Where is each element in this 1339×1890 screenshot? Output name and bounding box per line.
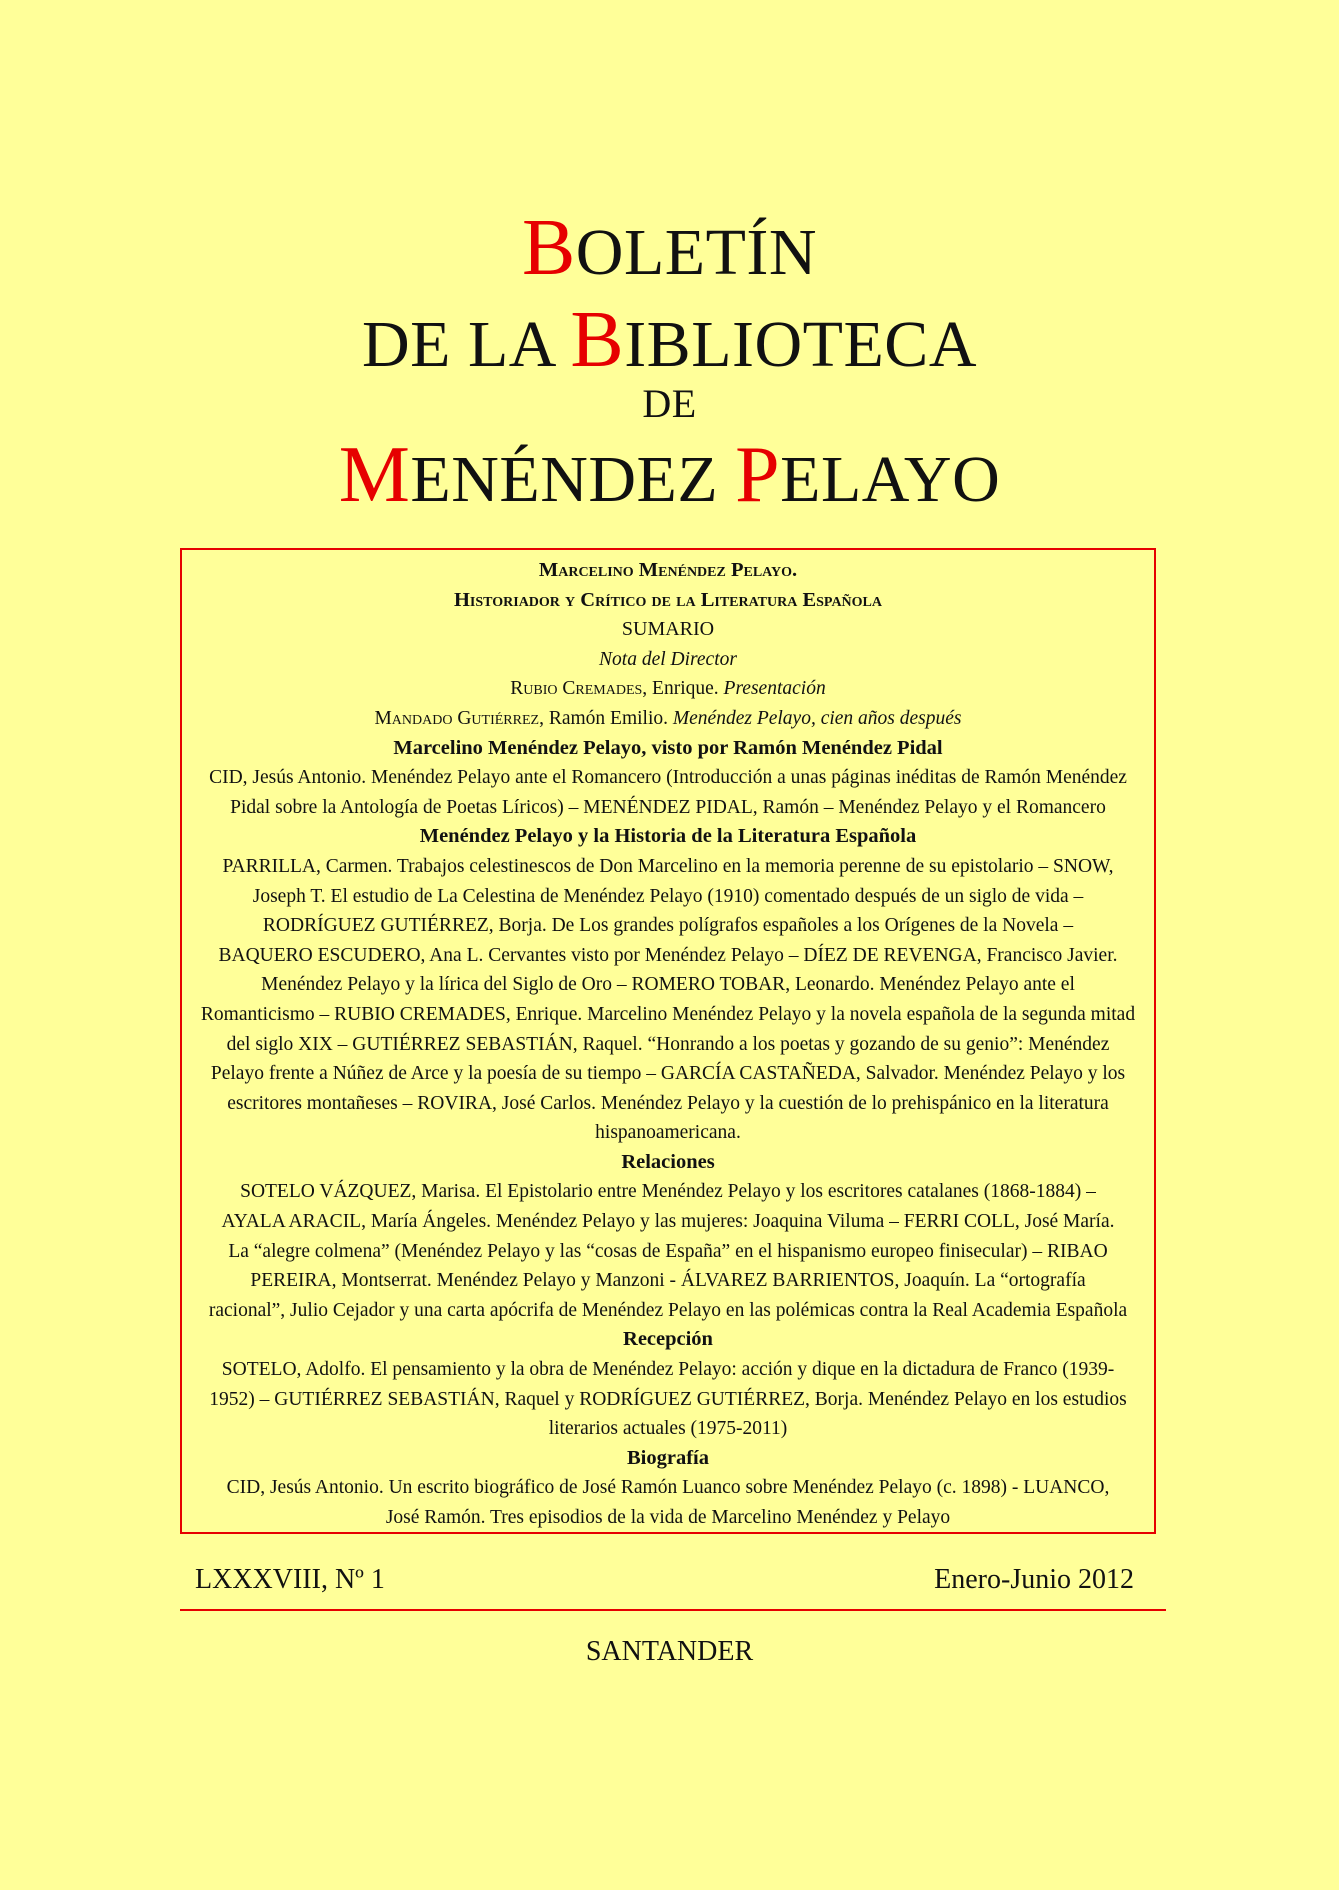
issue-footer	[195, 1566, 1134, 1594]
volume-number: LXXXVIII, Nº 1	[195, 1564, 385, 1595]
entry-title: Nota del Director	[599, 648, 737, 670]
title-pre: DE LA	[362, 308, 571, 381]
contents-line: Pelayo frente a Núñez de Arce y la poesía de su tiempo – GARCÍA CASTAÑEDA, Salvador. Menéndez Pelayo y los	[210, 1063, 1126, 1085]
contents-line: del siglo XIX – GUTIÉRREZ SEBASTIÁN, Raquel. “Honrando a los poetas y gozando de su genio”: Menéndez	[226, 1033, 1110, 1055]
title-cap-p: P	[735, 431, 781, 519]
contents-box	[180, 548, 1156, 1534]
contents-line: La “alegre colmena” (Menéndez Pelayo y las “cosas de España” en el hispanismo europeo finisecular) – RIBAO	[228, 1240, 1108, 1262]
contents-line: SOTELO VÁZQUEZ, Marisa. El Epistolario entre Menéndez Pelayo y los escritores catalanes (1868-1884) –	[240, 1181, 1096, 1203]
entry-author: Rubio Cremades	[510, 678, 643, 700]
contents-line: José Ramón. Tres episodios de la vida de Marcelino Menéndez y Pelayo	[385, 1507, 951, 1528]
entry-title: Menéndez Pelayo, cien años después	[672, 707, 962, 729]
publication-city: SANTANDER	[585, 1636, 754, 1667]
title-cap-b2: B	[570, 296, 625, 384]
contents-line: escritores montañeses – ROVIRA, José Carlos. Menéndez Pelayo y la cuestión de lo prehispánico en la literatura	[227, 1092, 1109, 1114]
contents-line: Menéndez Pelayo y la lírica del Siglo de Oro – ROMERO TOBAR, Leonardo. Menéndez Pelayo ante el	[261, 974, 1075, 996]
title-boletin	[0, 204, 1339, 292]
contents-line	[194, 674, 1142, 704]
title-rest: OLETÍN	[575, 216, 818, 289]
footer-rule	[180, 1609, 1166, 1611]
contents-line: RODRÍGUEZ GUTIÉRREZ, Borja. De Los grandes polígrafos españoles a los Orígenes de la Novela –	[262, 915, 1074, 937]
contents-line: BAQUERO ESCUDERO, Ana L. Cervantes visto por Menéndez Pelayo – DÍEZ DE REVENGA, Francisco Javier.	[218, 944, 1118, 966]
section-heading: Recepción	[623, 1328, 713, 1351]
contents-line: Pidal sobre la Antología de Poetas Líricos) – MENÉNDEZ PIDAL, Ramón – Menéndez Pelayo y el Romancero	[230, 796, 1106, 818]
contents-line: racional”, Julio Cejador y una carta apócrifa de Menéndez Pelayo en las polémicas contra la Real Academia Española	[208, 1299, 1128, 1321]
section-heading: Menéndez Pelayo y la Historia de la Literatura Española	[419, 825, 917, 848]
contents-line: 1952) – GUTIÉRREZ SEBASTIÁN, Raquel y RODRÍGUEZ GUTIÉRREZ, Borja. Menéndez Pelayo en los estudios	[209, 1388, 1127, 1410]
contents-line: CID, Jesús Antonio. Menéndez Pelayo ante el Romancero (Introducción a unas páginas inéditas de Ramón Menéndez	[209, 767, 1127, 789]
contents-line: CID, Jesús Antonio. Un escrito biográfico de José Ramón Luanco sobre Menéndez Pelayo (c. 1898) - LUANCO,	[226, 1477, 1110, 1499]
entry-name: , Enrique.	[642, 678, 724, 700]
contents-line	[194, 645, 1142, 675]
contents-heading-2: Historiador y Crítico de la Literatura Española	[453, 588, 883, 611]
entry-name: , Ramón Emilio.	[539, 707, 673, 729]
section-heading: Marcelino Menéndez Pelayo, visto por Ramón Menéndez Pidal	[393, 736, 943, 759]
contents-line: Joseph T. El estudio de La Celestina de Menéndez Pelayo (1910) comentado después de un siglo de vida –	[252, 885, 1084, 907]
title-cap-m: M	[338, 431, 411, 519]
contents-line: SOTELO, Adolfo. El pensamiento y la obra de Menéndez Pelayo: acción y dique en la dictadura de Franco (1939-	[221, 1359, 1115, 1381]
contents-heading-1: Marcelino Menéndez Pelayo.	[538, 559, 798, 581]
entry-author: Mandado Gutiérrez	[374, 707, 540, 729]
issue-date: Enero-Junio 2012	[934, 1564, 1134, 1595]
section-heading: Relaciones	[621, 1150, 715, 1173]
contents-line: literarios actuales (1975-2011)	[548, 1418, 788, 1440]
title-de: DE	[642, 381, 697, 426]
section-heading: Biografía	[627, 1446, 709, 1469]
sumario-label: SUMARIO	[621, 618, 715, 641]
title-rest2: IBLIOTECA	[624, 308, 977, 381]
title-cap-b: B	[521, 204, 576, 292]
contents-line: PARRILLA, Carmen. Trabajos celestinescos de Don Marcelino en la memoria perenne de su epistolario – SNOW,	[222, 855, 1114, 877]
title-rest3: ENÉNDEZ	[410, 443, 736, 516]
entry-title: Presentación	[723, 678, 826, 700]
contents-line: Romanticismo – RUBIO CREMADES, Enrique. Marcelino Menéndez Pelayo y la novela española de la segunda mitad	[200, 1003, 1136, 1025]
contents-line	[194, 704, 1142, 734]
contents-line: PEREIRA, Montserrat. Menéndez Pelayo y Manzoni - ÁLVAREZ BARRIENTOS, Joaquín. La “ortografía	[250, 1270, 1086, 1292]
title-biblioteca	[0, 296, 1339, 384]
title-menendez-pelayo	[0, 431, 1339, 519]
title-rest4: ELAYO	[780, 443, 1001, 516]
contents-line: hispanoamericana.	[595, 1122, 741, 1144]
contents-line: AYALA ARACIL, María Ángeles. Menéndez Pelayo y las mujeres: Joaquina Viluma – FERRI COLL, José María.	[221, 1211, 1115, 1233]
